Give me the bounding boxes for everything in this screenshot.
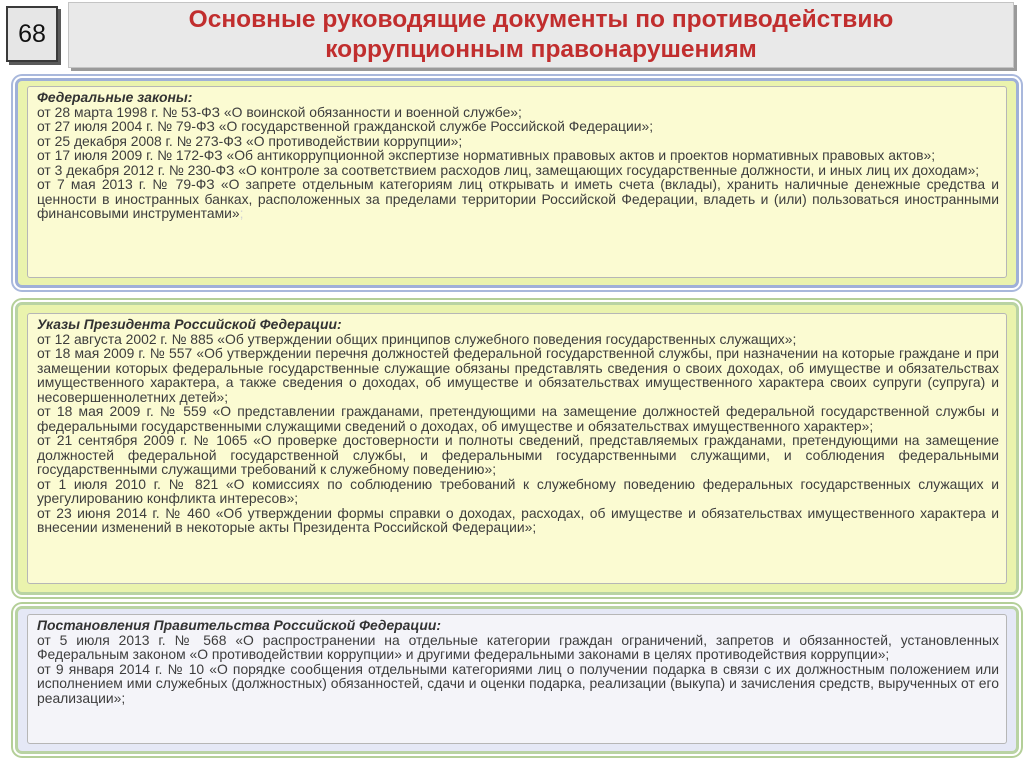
- decree-item: от 23 июня 2014 г. № 460 «Об утверждении формы справки о доходах, расходах, об имуществе и обязательствах имущественного характера и внесении изменений в некоторые акты Президента Российской Федерации»;: [37, 504, 999, 535]
- decree-item: от 1 июля 2010 г. № 821 «О комиссиях по соблюдению требований к служебному поведению федеральных государственных служащих и урегулированию конфликта интересов»;: [37, 475, 999, 506]
- page-title: [189, 5, 894, 65]
- decree-item: от 21 сентября 2009 г. № 1065 «О проверке достоверности и полноты сведений, представляемых гражданами, претендующими на замещение должностей федеральной государственной службы, и федеральными государственными служащими, и соблюдения федеральными государственными служащими требований к служебному поведению»;: [37, 432, 999, 477]
- decree-item: от 12 августа 2002 г. № 885 «Об утверждении общих принципов служебного поведения государственных служащих»;: [37, 330, 797, 347]
- resolution-item: от 5 июля 2013 г. № 568 «О распространении на отдельные категории граждан ограничений, запретов и обязанностей, установленных Федеральным законом «О противодействии коррупции» и другими федеральными законами в целях противодействия коррупции»;: [37, 631, 999, 662]
- federal-law-item: от 27 июля 2004 г. № 79-ФЗ «О государственной гражданской службе Российской Федерации»;: [37, 118, 654, 134]
- title-line-2: коррупционным правонарушениям: [325, 36, 757, 63]
- resolutions-box: [27, 614, 1007, 744]
- decrees-panel: [15, 302, 1019, 595]
- slide-number-text: 68: [18, 19, 46, 48]
- title-line-1: Основные руководящие документы по противодействию: [188, 6, 894, 33]
- federal-law-trailing-mark: ;: [239, 205, 244, 221]
- resolutions-heading: Постановления Правительства Российской Федерации:: [37, 617, 441, 633]
- slide-number: [6, 6, 58, 62]
- federal-law-item: от 17 июля 2009 г. № 172-ФЗ «Об антикоррупционной экспертизе нормативных правовых актов и проектов нормативных правовых актов»;: [37, 147, 936, 163]
- resolutions-panel: [15, 606, 1019, 754]
- decree-item: от 18 мая 2009 г. № 557 «Об утверждении перечня должностей федеральной государственной службы, при назначении на которые граждане и при замещении которых федеральные государственные служащие обязаны представлять сведения о своих доходах, об имуществе и обязательствах имущественного характера, а также сведения о доходах, об имуществе и обязательствах имущественного характера своих супруги (супруга) и несовершеннолетних детей»;: [37, 345, 999, 405]
- decree-item: от 18 мая 2009 г. № 559 «О представлении гражданами, претендующими на замещение должностей федеральной государственной службы и федеральными государственными служащими сведений о доходах, об имуществе и обязательствах имущественного характер»;: [37, 403, 999, 434]
- decrees-heading: Указы Президента Российской Федерации:: [37, 316, 342, 332]
- resolution-item: от 9 января 2014 г. № 10 «О порядке сообщения отдельными категориями лиц о получении подарка в связи с их должностным положением или исполнением ими служебных (должностных) обязанностей, сдачи и оценки подарка, реализации (выкупа) и зачисления средств, вырученных от его реализации»;: [37, 660, 999, 706]
- federal-laws-panel: [15, 78, 1019, 288]
- title-bar: [68, 2, 1014, 68]
- federal-law-item: от 25 декабря 2008 г. № 273-ФЗ «О противодействии коррупции»;: [37, 132, 463, 149]
- federal-law-item-text: от 7 мая 2013 г. № 79-ФЗ «О запрете отдельным категориям лиц открывать и иметь счета (вклады), хранить наличные денежные средства и ценности в иностранных банках, расположенных за пределами территории Российской Федерации, владеть и (или) пользоваться иностранными финансовыми инструментами»: [37, 176, 999, 221]
- federal-laws-box: [27, 86, 1007, 278]
- federal-law-item: от 3 декабря 2012 г. № 230-ФЗ «О контроле за соответствием расходов лиц, замещающих государственные должности, и иных лиц их доходам»;: [37, 161, 980, 178]
- federal-law-item: от 28 марта 1998 г. № 53-ФЗ «О воинской обязанности и военной службе»;: [37, 103, 522, 120]
- federal-laws-heading: Федеральные законы:: [37, 89, 193, 105]
- decrees-box: [27, 313, 1007, 584]
- federal-law-item: [37, 177, 999, 221]
